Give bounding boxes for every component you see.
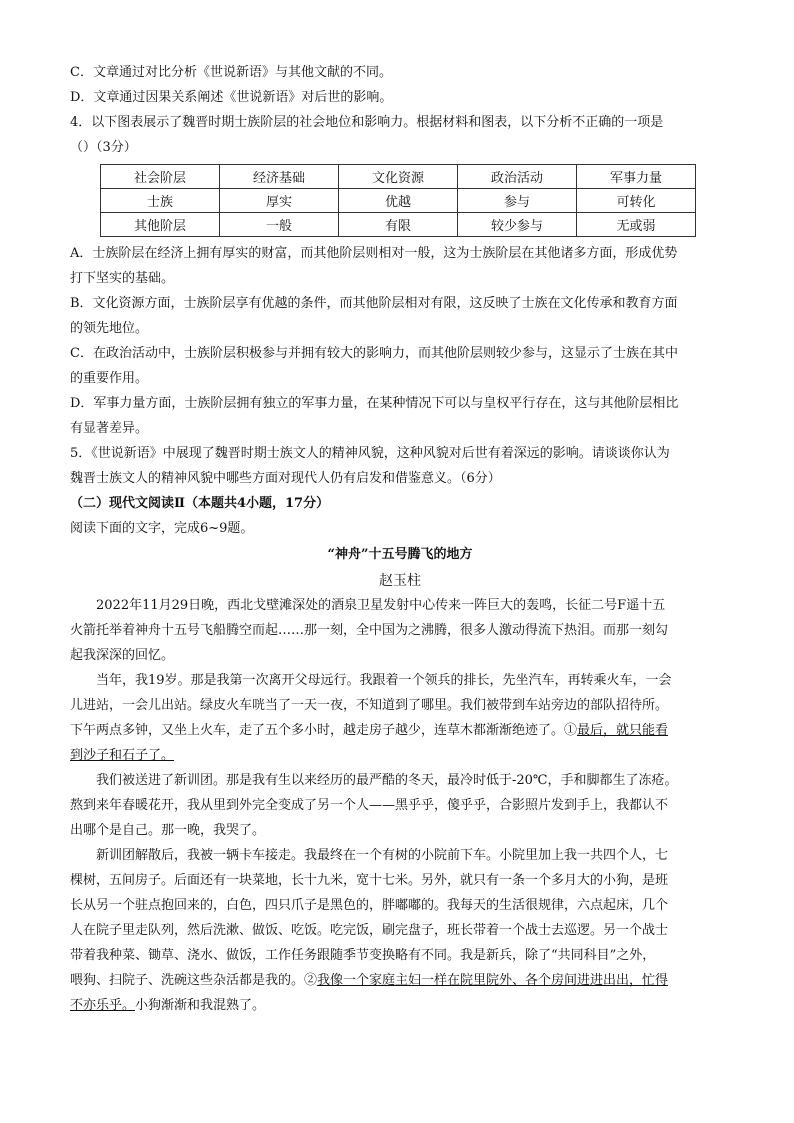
q3-option-d: D．文章通过因果关系阐述《世说新语》对后世的影响。 xyxy=(70,90,393,105)
paragraph-4-line-2: 棵树，五间房子。后面还有一块菜地，长十九米，宽十七米。另外，就只有一条一个多月大的小狗，是班 xyxy=(70,873,669,888)
q4-option-c-line-2: 的重要作用。 xyxy=(70,371,149,386)
paragraph-4-line-4: 人在院子里走队列，然后洗漱、做饭、吃饭。吃完饭，刷完盘子，班长带着一个战士去巡逻。另一个战士 xyxy=(70,923,669,938)
document-page xyxy=(70,60,730,1018)
underlined-sentence-1-cont: 到沙子和石子了。 xyxy=(70,748,175,763)
table-header-cell: 文化资源 xyxy=(339,165,458,189)
paragraph-4-line-6 xyxy=(70,968,730,993)
paragraph-4-text: 喂狗、扫院子、洗碗这些杂活都是我的。② xyxy=(70,973,318,988)
table-header-cell: 经济基础 xyxy=(220,165,339,189)
q5-line-1: 5．《世说新语》中展现了魏晋时期士族文人的精神风貌，这种风貌对后世有着深远的影响。请谈谈你认为 xyxy=(70,446,670,461)
q4-option-d-line-1: D．军事力量方面，士族阶层拥有独立的军事力量，在某种情况下可以与皇权平行存在，这与其他阶层相比 xyxy=(70,396,679,411)
paragraph-1-line-3: 起我深深的回忆。 xyxy=(70,648,175,663)
paragraph-3-line-2: 熬到来年春暖花开，我从里到外完全变成了另一个人——黑乎乎，傻乎乎，合影照片发到手上，我都认不 xyxy=(70,798,669,813)
table-cell: 优越 xyxy=(339,189,458,213)
paragraph-3-line-3: 出哪个是自己。那一晚，我哭了。 xyxy=(70,823,266,838)
paragraph-4-line-1: 新训团解散后，我被一辆卡车接走。我最终在一个有树的小院前下车。小院里加上我一共四个人，七 xyxy=(96,848,669,863)
q4-stem-line-1: 4．以下图表展示了魏晋时期士族阶层的社会地位和影响力。根据材料和图表，以下分析不正确的一项是 xyxy=(70,115,664,130)
paragraph-2-line-1: 当年，我19岁。那是我第一次离开父母远行。我跟着一个领兵的排长，先坐汽车，再转乘火车，一会 xyxy=(96,673,672,688)
paragraph-2-line-2: 儿进站，一会儿出站。绿皮火车咣当了一天一夜，不知道到了哪里。我们被带到车站旁边的部队招待所。 xyxy=(70,698,669,713)
table-header-cell: 军事力量 xyxy=(577,165,696,189)
paragraph-3-line-1: 我们被送进了新训团。那是我有生以来经历的最严酷的冬天，最冷时低于-20℃，手和脚都生了冻疮。 xyxy=(96,773,678,788)
paragraph-4-line-7 xyxy=(70,993,730,1018)
paragraph-1-line-1: 2022年11月29日晚，西北戈壁滩深处的酒泉卫星发射中心传来一阵巨大的轰鸣，长征二号F遥十五 xyxy=(96,598,666,613)
table-cell: 可转化 xyxy=(577,189,696,213)
paragraph-1-line-2: 火箭托举着神舟十五号飞船腾空而起……那一刻，全中国为之沸腾，很多人激动得流下热泪。而那一刻勾 xyxy=(70,623,669,638)
paragraph-4-text-end: 小狗渐渐和我混熟了。 xyxy=(135,998,266,1013)
q4-stem-line-2: （）（3分） xyxy=(70,140,137,155)
table-cell: 参与 xyxy=(458,189,577,213)
q4-option-a-line-2: 打下坚实的基础。 xyxy=(70,271,175,286)
q4-option-b-line-1: B．文化资源方面，士族阶层享有优越的条件，而其他阶层相对有限，这反映了士族在文化传承和教育方面 xyxy=(70,296,678,311)
q4-option-c-line-1: C．在政治活动中，士族阶层积极参与并拥有较大的影响力，而其他阶层则较少参与，这显示了士族在其中 xyxy=(70,346,678,361)
underlined-sentence-2: 我像一个家庭主妇一样在院里院外、各个房间进进出出，忙得 xyxy=(317,973,669,988)
section-instruction: 阅读下面的文字，完成6~9题。 xyxy=(70,521,254,536)
table-row xyxy=(101,213,696,237)
q4-option-b-line-2: 的领先地位。 xyxy=(70,321,149,336)
table-cell: 较少参与 xyxy=(458,213,577,237)
table-cell: 其他阶层 xyxy=(101,213,220,237)
article-title: “神舟”十五号腾飞的地方 xyxy=(327,547,473,562)
table-cell: 厚实 xyxy=(220,189,339,213)
table-header-cell: 政治活动 xyxy=(458,165,577,189)
q5-line-2: 魏晋士族文人的精神风貌中哪些方面对现代人仍有启发和借鉴意义。（6分） xyxy=(70,471,501,486)
table-cell: 一般 xyxy=(220,213,339,237)
paragraph-2-line-4 xyxy=(70,743,730,768)
q3-option-c: C．文章通过对比分析《世说新语》与其他文献的不同。 xyxy=(70,65,392,80)
social-class-table xyxy=(100,164,696,237)
q4-option-a-line-1: A．士族阶层在经济上拥有厚实的财富，而其他阶层则相对一般，这为士族阶层在其他诸多方面，形成优势 xyxy=(70,246,678,261)
paragraph-4-line-5: 带着我种菜、锄草、浇水、做饭，工作任务跟随季节变换略有不同。我是新兵，除了“共同科目”之外， xyxy=(70,948,656,963)
table-cell: 无或弱 xyxy=(577,213,696,237)
q4-option-d-line-2: 有显著差异。 xyxy=(70,421,149,436)
section-heading: （二）现代文阅读Ⅱ（本题共4小题，17分） xyxy=(70,496,330,511)
table-cell: 有限 xyxy=(339,213,458,237)
table-header-cell: 社会阶层 xyxy=(101,165,220,189)
paragraph-4-line-3: 长从另一个驻点抱回来的，白色，四只爪子是黑色的，胖嘟嘟的。我每天的生活很规律，六点起床，几个 xyxy=(70,898,669,913)
underlined-sentence-1: 最后，就只能看 xyxy=(577,723,669,738)
table-cell: 士族 xyxy=(101,189,220,213)
table-header-row xyxy=(101,165,696,189)
paragraph-2-line-3 xyxy=(70,718,730,743)
paragraph-2-text: 下午两点多钟，又坐上火车，走了五个多小时，越走房子越少，连草木都渐渐绝迹了。① xyxy=(70,723,578,738)
table-row xyxy=(101,189,696,213)
article-author: 赵玉柱 xyxy=(379,573,421,589)
underlined-sentence-2-cont: 不亦乐乎。 xyxy=(70,998,136,1013)
